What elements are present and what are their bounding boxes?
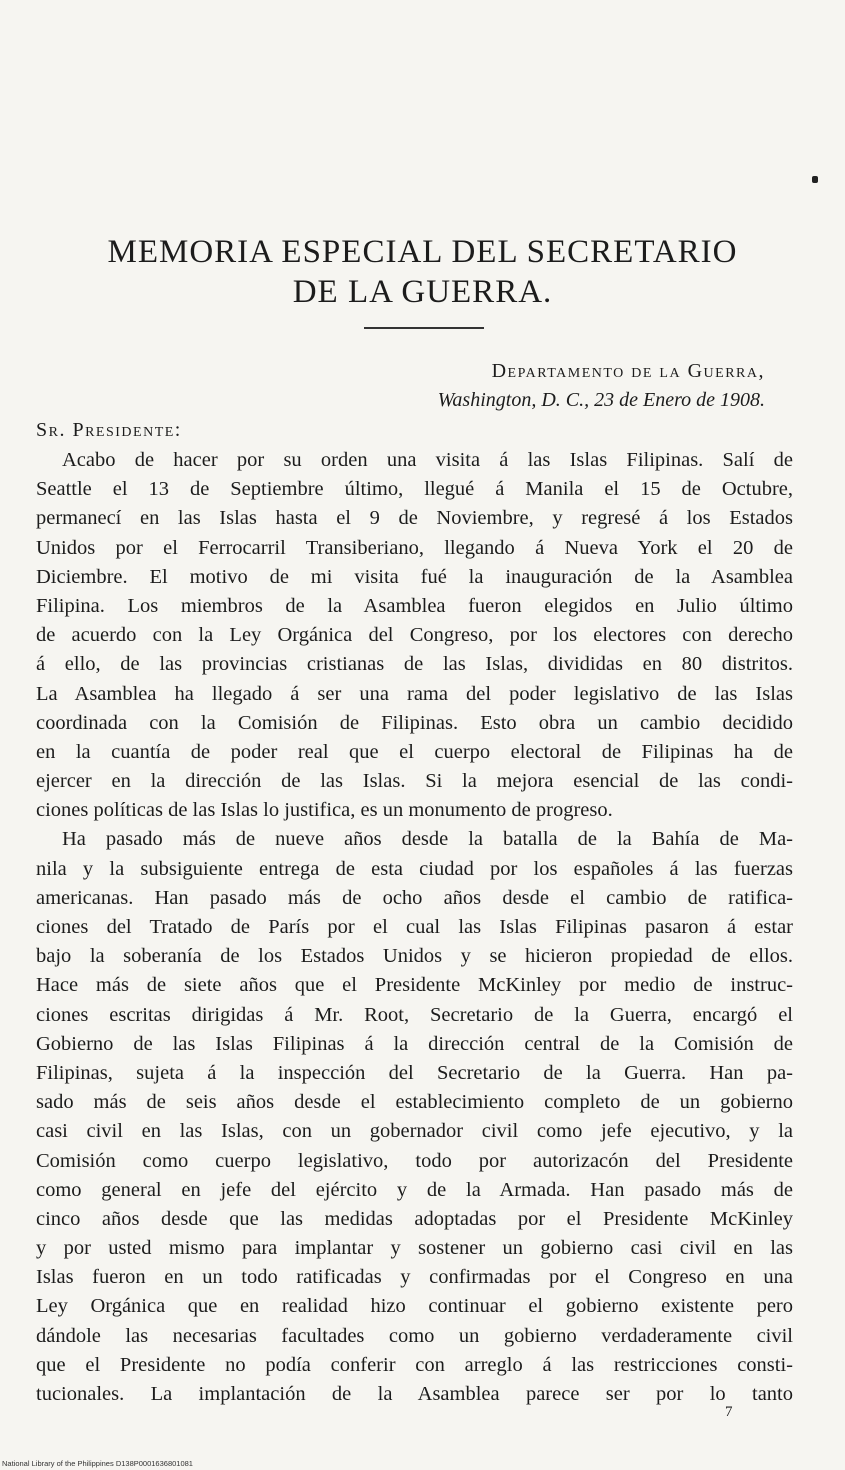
body-line: americanas. Han pasado más de ocho años desde el cambio de ratifica- bbox=[36, 886, 793, 909]
title-line-1: MEMORIA ESPECIAL DEL SECRETARIO bbox=[107, 234, 738, 270]
department-heading: Departamento de la Guerra, bbox=[491, 360, 765, 382]
body-line: tucionales. La implantación de la Asamblea parece ser por lo tanto bbox=[36, 1383, 793, 1405]
body-line: sado más de seis años desde el establecimiento completo de un gobierno bbox=[36, 1091, 793, 1114]
title-divider bbox=[364, 327, 484, 329]
body-line: casi civil en las Islas, con un gobernador civil como jefe ejecutivo, y la bbox=[36, 1120, 793, 1143]
body-line: y por usted mismo para implantar y sostener un gobierno casi civil en las bbox=[36, 1237, 793, 1260]
body-line: Acabo de hacer por su orden una visita á las Islas Filipinas. Salí de bbox=[62, 449, 793, 471]
body-line: coordinada con la Comisión de Filipinas. Esto obra un cambio decidido bbox=[36, 711, 793, 734]
body-line: Gobierno de las Islas Filipinas á la dirección central de la Comisión de bbox=[36, 1032, 793, 1055]
body-line: bajo la soberanía de los Estados Unidos y se hicieron propiedad de ellos. bbox=[36, 945, 793, 968]
ink-mark bbox=[812, 176, 818, 183]
footer-credit: National Library of the Philippines D138P0001636801081 bbox=[2, 1459, 193, 1468]
body-line: Islas fueron en un todo ratificadas y confirmadas por el Congreso en una bbox=[36, 1266, 793, 1289]
body-line: permanecí en las Islas hasta el 9 de Noviembre, y regresé á los Estados bbox=[36, 507, 793, 530]
body-line: como general en jefe del ejército y de la Armada. Han pasado más de bbox=[36, 1178, 793, 1201]
body-line: La Asamblea ha llegado á ser una rama del poder legislativo de las Islas bbox=[36, 682, 793, 705]
title-line-2: DE LA GUERRA. bbox=[292, 274, 553, 310]
body-line: en la cuantía de poder real que el cuerpo electoral de Filipinas ha de bbox=[36, 740, 793, 763]
place-and-date: Washington, D. C., 23 de Enero de 1908. bbox=[437, 389, 765, 411]
page-number: 7 bbox=[725, 1404, 733, 1420]
body-line: dándole las necesarias facultades como un gobierno verdaderamente civil bbox=[36, 1324, 793, 1347]
body-line: Diciembre. El motivo de mi visita fué la inauguración de la Asamblea bbox=[36, 565, 793, 588]
body-line: Filipina. Los miembros de la Asamblea fueron elegidos en Julio último bbox=[36, 594, 793, 617]
body-line: ciones políticas de las Islas lo justifica, es un monumento de progreso. bbox=[36, 799, 613, 822]
body-line: que el Presidente no podía conferir con arreglo á las restricciones consti- bbox=[36, 1353, 793, 1376]
body-line: Ha pasado más de nueve años desde la batalla de la Bahía de Ma- bbox=[62, 828, 793, 851]
body-line: Comisión como cuerpo legislativo, todo por autorizacón del Presidente bbox=[36, 1149, 793, 1172]
body-line: ciones escritas dirigidas á Mr. Root, Secretario de la Guerra, encargó el bbox=[36, 1003, 793, 1026]
body-line: á ello, de las provincias cristianas de las Islas, divididas en 80 distritos. bbox=[36, 653, 793, 676]
body-line: Unidos por el Ferrocarril Transiberiano, llegando á Nueva York el 20 de bbox=[36, 536, 793, 559]
body-line: Hace más de siete años que el Presidente McKinley por medio de instruc- bbox=[36, 974, 793, 997]
body-line: cinco años desde que las medidas adoptadas por el Presidente McKinley bbox=[36, 1207, 793, 1230]
body-text bbox=[36, 446, 793, 1409]
body-line: nila y la subsiguiente entrega de esta ciudad por los españoles á las fuerzas bbox=[36, 857, 793, 880]
body-line: de acuerdo con la Ley Orgánica del Congreso, por los electores con derecho bbox=[36, 624, 793, 647]
body-line: Ley Orgánica que en realidad hizo continuar el gobierno existente pero bbox=[36, 1295, 793, 1318]
body-line: Seattle el 13 de Septiembre último, llegué á Manila el 15 de Octubre, bbox=[36, 478, 793, 501]
page-title bbox=[40, 232, 805, 312]
body-line: ciones del Tratado de París por el cual las Islas Filipinas pasaron á estar bbox=[36, 916, 793, 938]
body-line: Filipinas, sujeta á la inspección del Secretario de la Guerra. Han pa- bbox=[36, 1061, 793, 1084]
body-line: ejercer en la dirección de las Islas. Si la mejora esencial de las condi- bbox=[36, 770, 793, 793]
salutation: Sr. Presidente: bbox=[36, 419, 182, 441]
